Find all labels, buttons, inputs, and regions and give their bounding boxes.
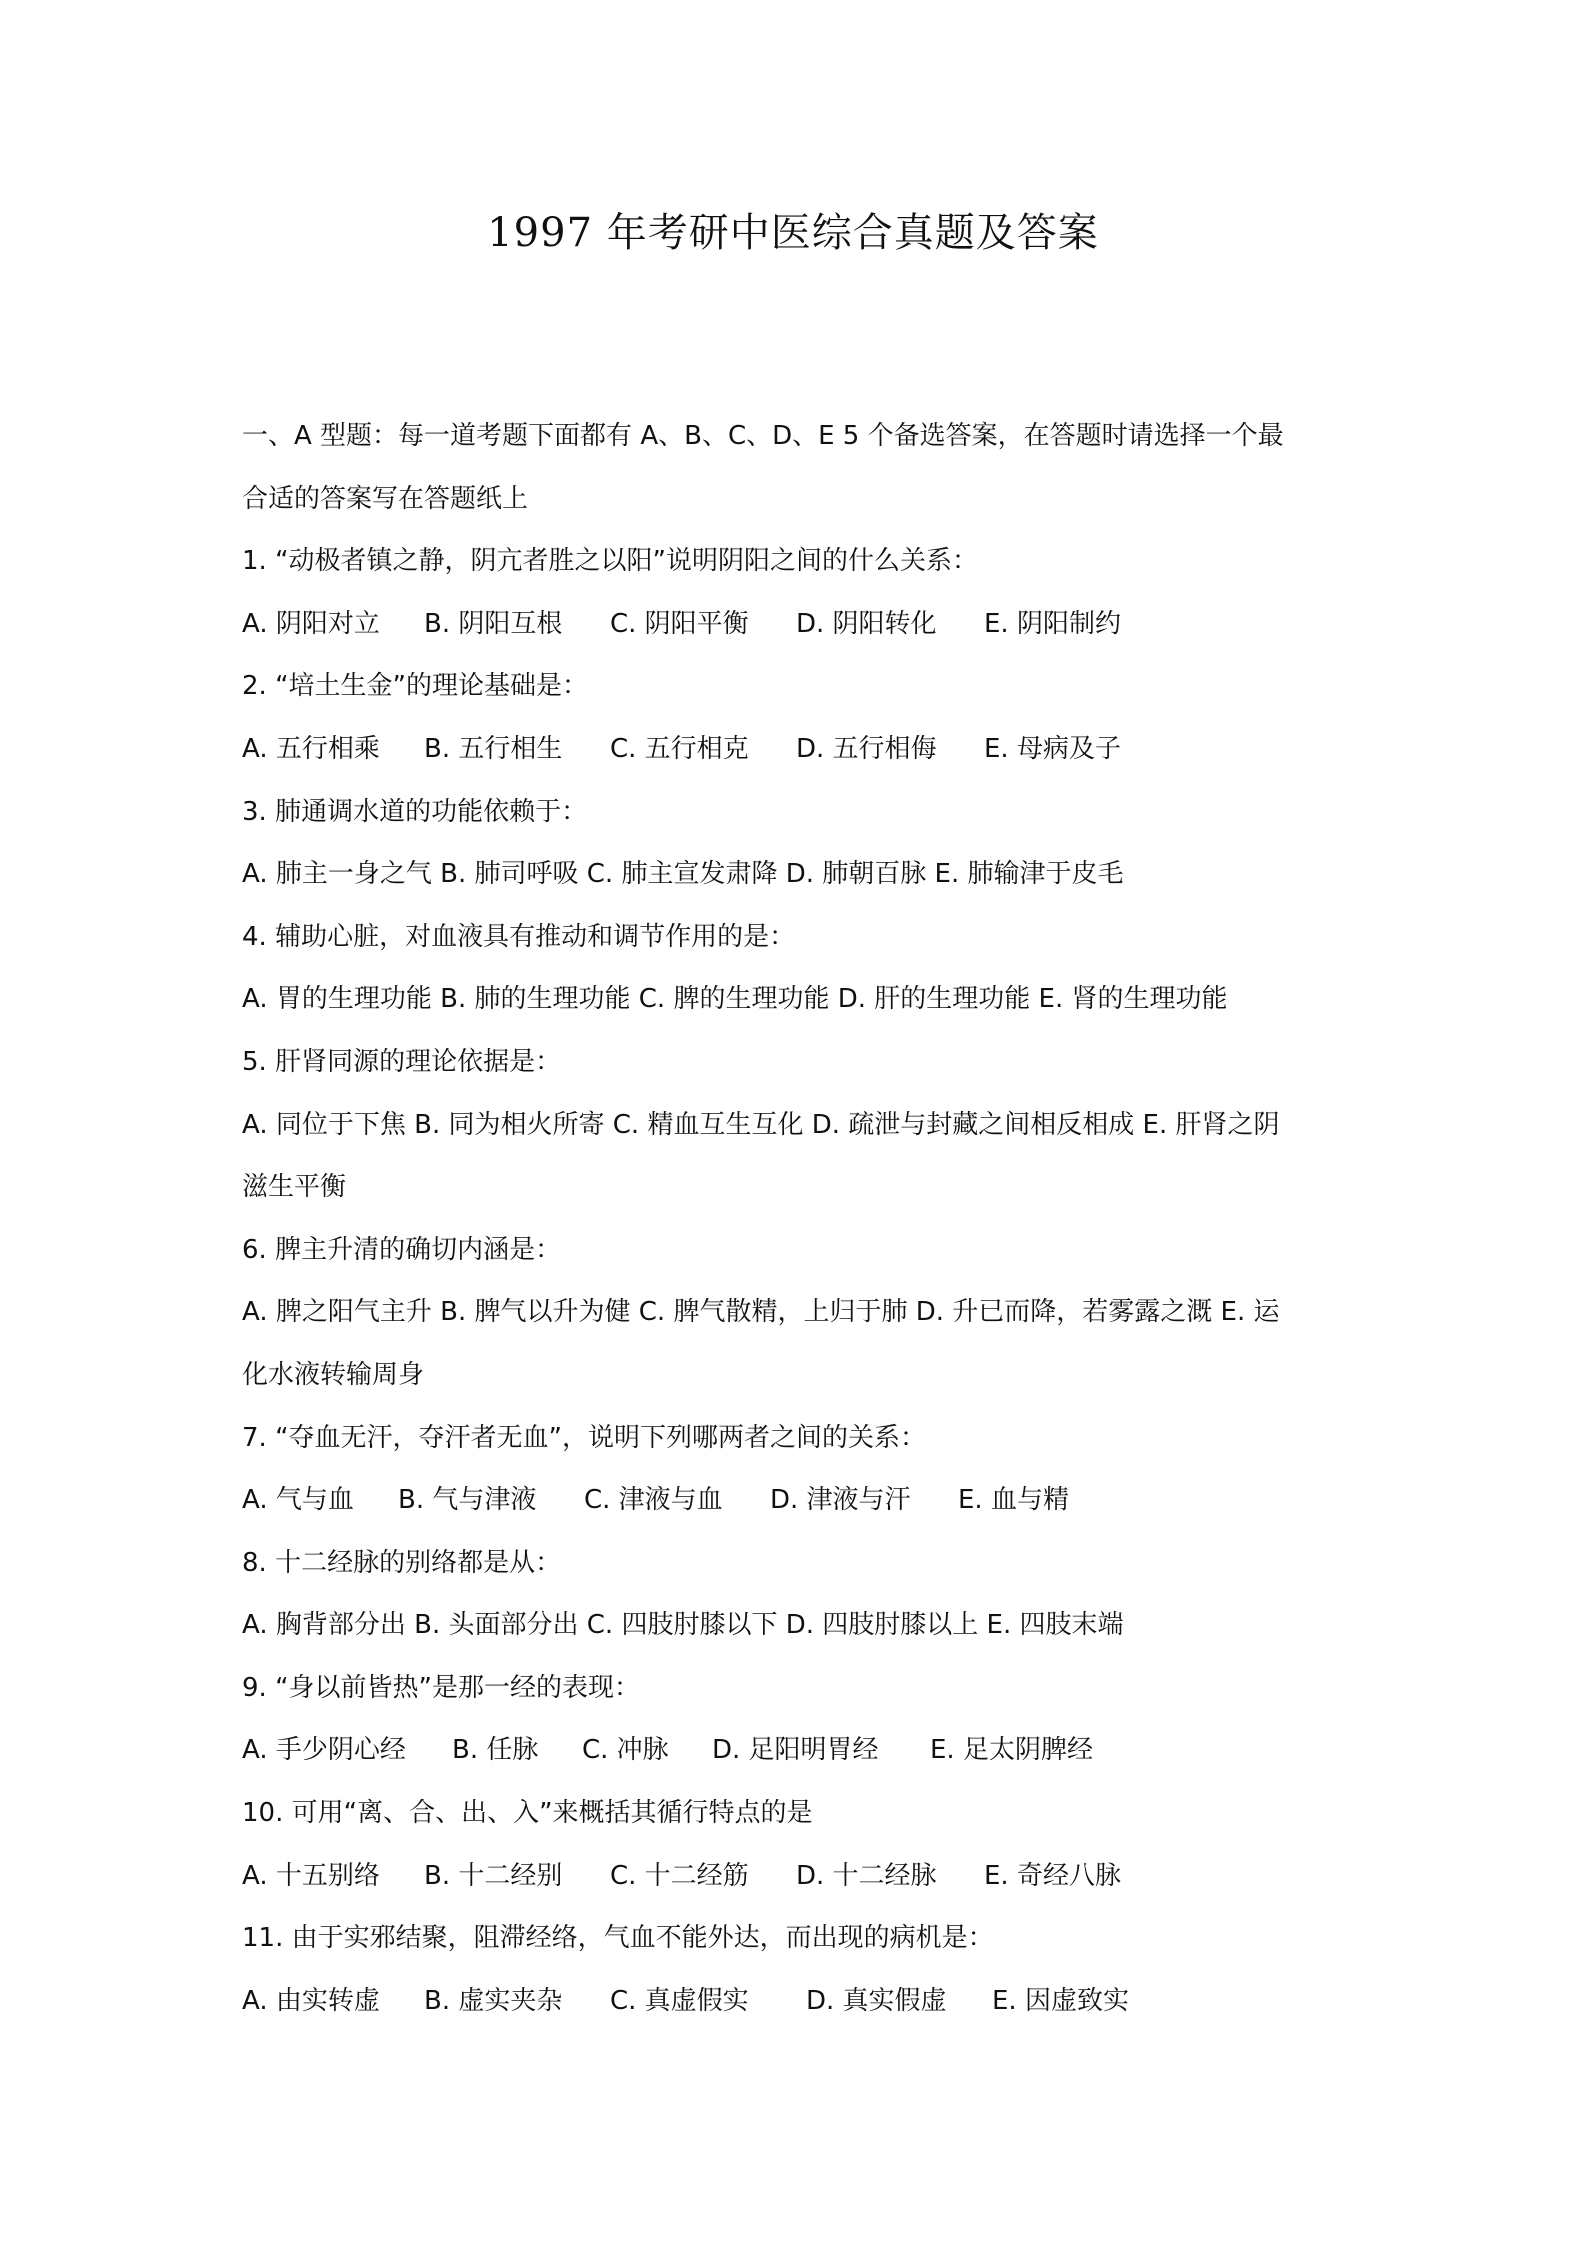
question-8-options: A. 胸背部分出 B. 头面部分出 C. 四肢肘膝以下 D. 四肢肘膝以上 E. 四肢末端	[242, 1610, 1124, 1641]
option-d: D. 阴阳转化	[796, 608, 937, 639]
document-title: 1997 年考研中医综合真题及答案	[487, 210, 1099, 256]
question-9-stem: 9. “身以前皆热”是那一经的表现：	[242, 1672, 641, 1703]
question-2-stem: 2. “培土生金”的理论基础是：	[242, 671, 589, 702]
question-4-stem: 4. 辅助心脏，对血液具有推动和调节作用的是：	[242, 921, 796, 952]
option-a: A. 手少阴心经	[242, 1735, 406, 1766]
option-a: A. 气与血	[242, 1485, 354, 1516]
question-10-options	[242, 1845, 1362, 1908]
option-a: A. 由实转虚	[242, 1985, 380, 2016]
question-6-stem: 6. 脾主升清的确切内涵是：	[242, 1234, 562, 1265]
option-e: E. 母病及子	[984, 733, 1121, 764]
option-c: C. 十二经筋	[610, 1860, 749, 1891]
option-a: A. 十五别络	[242, 1860, 380, 1891]
option-d: D. 十二经脉	[796, 1860, 937, 1891]
option-a: A. 五行相乘	[242, 733, 380, 764]
question-10-stem: 10. 可用“离、合、出、入”来概括其循行特点的是	[242, 1798, 813, 1829]
option-a: A. 阴阳对立	[242, 608, 380, 639]
question-5-options-continued: 滋生平衡	[242, 1172, 347, 1203]
option-c: C. 五行相克	[610, 733, 749, 764]
option-b: B. 虚实夹杂	[424, 1985, 563, 2016]
option-e: E. 阴阳制约	[984, 608, 1121, 639]
question-5-options: A. 同位于下焦 B. 同为相火所寄 C. 精血互生互化 D. 疏泄与封藏之间相反相成 E. 肝肾之阴	[242, 1109, 1280, 1140]
option-b: B. 十二经别	[424, 1860, 563, 1891]
question-11-options	[242, 1970, 1362, 2033]
option-e: E. 因虚致实	[992, 1985, 1129, 2016]
option-c: C. 真虚假实	[610, 1985, 749, 2016]
question-9-options	[242, 1719, 1362, 1782]
option-e: E. 足太阴脾经	[930, 1735, 1093, 1766]
document-body	[242, 405, 1362, 2032]
option-b: B. 五行相生	[424, 733, 563, 764]
option-b: B. 气与津液	[398, 1485, 537, 1516]
question-7-options	[242, 1469, 1362, 1532]
question-8-stem: 8. 十二经脉的别络都是从：	[242, 1547, 562, 1578]
question-3-stem: 3. 肺通调水道的功能依赖于：	[242, 796, 588, 827]
question-11-stem: 11. 由于实邪结聚，阻滞经络，气血不能外达，而出现的病机是：	[242, 1923, 994, 1954]
option-c: C. 冲脉	[582, 1735, 669, 1766]
option-d: D. 津液与汗	[770, 1485, 911, 1516]
option-e: E. 血与精	[958, 1485, 1069, 1516]
question-3-options: A. 肺主一身之气 B. 肺司呼吸 C. 肺主宣发肃降 D. 肺朝百脉 E. 肺输津于皮毛	[242, 859, 1124, 890]
question-2-options	[242, 718, 1362, 781]
option-d: D. 真实假虚	[806, 1985, 947, 2016]
question-7-stem: 7. “夺血无汗，夺汗者无血”，说明下列哪两者之间的关系：	[242, 1422, 927, 1453]
question-4-options: A. 胃的生理功能 B. 肺的生理功能 C. 脾的生理功能 D. 肝的生理功能 E. 肾的生理功能	[242, 984, 1228, 1015]
option-b: B. 任脉	[452, 1735, 539, 1766]
section-heading-line-2: 合适的答案写在答题纸上	[242, 483, 529, 514]
question-1-options	[242, 593, 1362, 656]
section-heading-line-1: 一、A 型题：每一道考题下面都有 A、B、C、D、E 5 个备选答案，在答题时请选择一个最	[242, 421, 1284, 451]
option-c: C. 津液与血	[584, 1485, 723, 1516]
option-d: D. 五行相侮	[796, 733, 937, 764]
question-5-stem: 5. 肝肾同源的理论依据是：	[242, 1046, 562, 1077]
option-c: C. 阴阳平衡	[610, 608, 749, 639]
option-d: D. 足阳明胃经	[712, 1735, 879, 1766]
option-b: B. 阴阳互根	[424, 608, 563, 639]
question-6-options: A. 脾之阳气主升 B. 脾气以升为健 C. 脾气散精，上归于肺 D. 升已而降，若雾露之溉 E. 运	[242, 1297, 1280, 1328]
option-e: E. 奇经八脉	[984, 1860, 1121, 1891]
question-1-stem: 1. “动极者镇之静，阴亢者胜之以阳”说明阴阳之间的什么关系：	[242, 546, 979, 577]
question-6-options-continued: 化水液转输周身	[242, 1359, 425, 1390]
